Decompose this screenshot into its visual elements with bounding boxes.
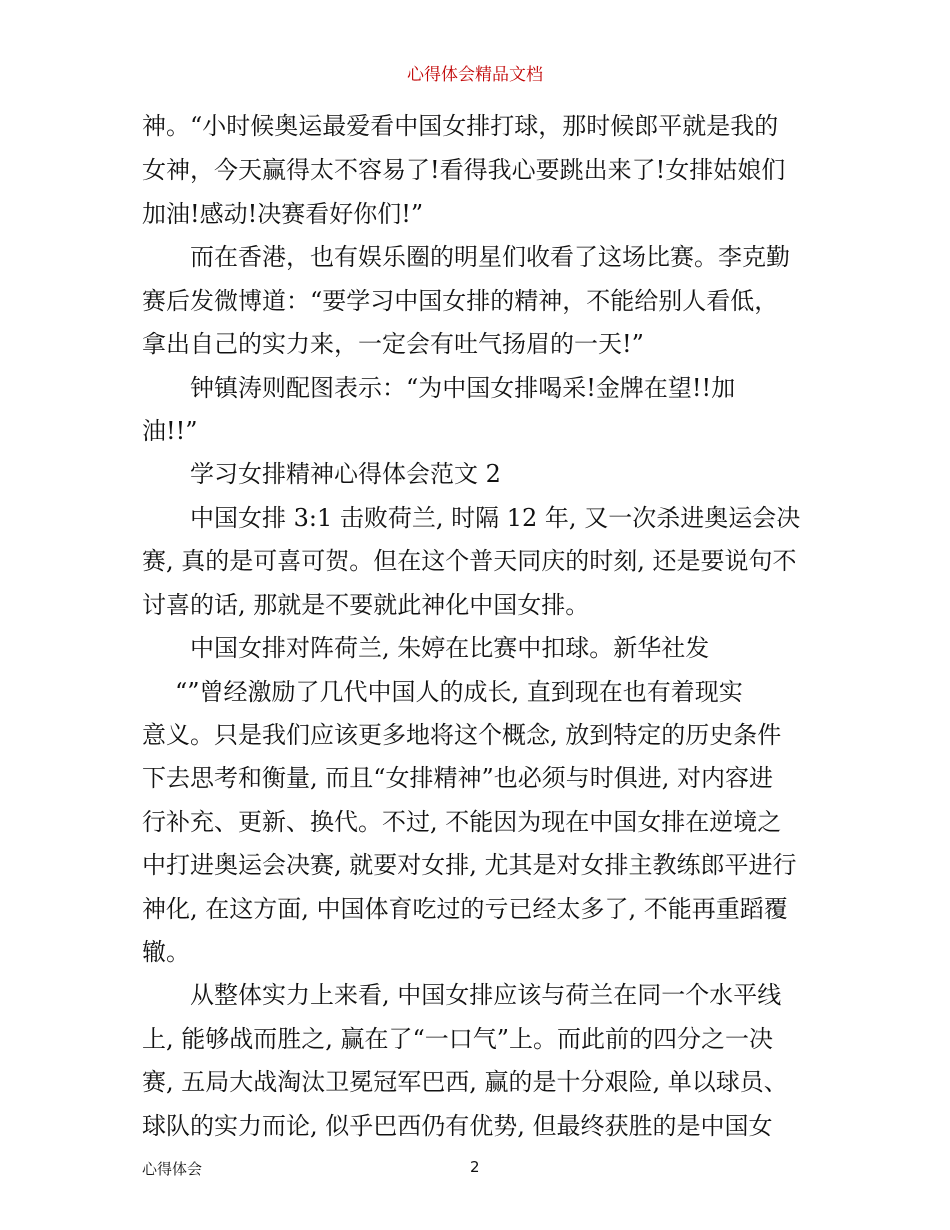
text-line: 中国女排对阵荷兰, 朱婷在比赛中扣球。新华社发 xyxy=(190,634,710,662)
text-line: 加油!感动!决赛看好你们!” xyxy=(142,200,424,228)
text-line: 行补充、更新、换代。不过, 不能因为现在中国女排在逆境之 xyxy=(142,808,782,836)
page-number: 2 xyxy=(470,1158,480,1176)
text-line: 拿出自己的实力来，一定会有吐气扬眉的一天!” xyxy=(142,330,644,358)
text-line: “”曾经激励了几代中国人的成长, 直到现在也有着现实 xyxy=(175,678,743,706)
text-line: 神化, 在这方面, 中国体育吃过的亏已经太多了, 不能再重蹈覆 xyxy=(142,895,788,923)
text-line: 赛后发微博道：“要学习中国女排的精神，不能给别人看低， xyxy=(142,287,779,315)
text-line: 辙。 xyxy=(142,938,190,966)
text-line: 球队的实力而论, 似乎巴西仍有优势, 但最终获胜的是中国女 xyxy=(142,1112,773,1140)
text-line: 意义。只是我们应该更多地将这个概念, 放到特定的历史条件 xyxy=(142,721,782,749)
text-line: 下去思考和衡量, 而且“女排精神”也必须与时俱进, 对内容进 xyxy=(142,764,774,792)
text-line: 油!!” xyxy=(142,417,198,445)
section-heading: 学习女排精神心得体会范文 2 xyxy=(190,460,501,488)
text-line: 中国女排 3:1 击败荷兰, 时隔 12 年, 又一次杀进奥运会决 xyxy=(190,504,801,532)
text-line: 女神，今天赢得太不容易了!看得我心要跳出来了!女排姑娘们 xyxy=(142,156,786,184)
text-line: 赛, 真的是可喜可贺。但在这个普天同庆的时刻, 还是要说句不 xyxy=(142,547,797,575)
footer-label: 心得体会 xyxy=(142,1160,203,1178)
text-line: 赛, 五局大战淘汰卫冕冠军巴西, 赢的是十分艰险, 单以球员、 xyxy=(142,1068,788,1096)
text-line: 而在香港，也有娱乐圈的明星们收看了这场比赛。李克勤 xyxy=(190,243,790,271)
text-line: 神。“小时候奥运最爱看中国女排打球，那时候郎平就是我的 xyxy=(142,112,779,140)
document-header-title: 心得体会精品文档 xyxy=(407,65,543,85)
text-line: 钟镇涛则配图表示：“为中国女排喝采!金牌在望!!加 xyxy=(190,374,736,402)
text-line: 中打进奥运会决赛, 就要对女排, 尤其是对女排主教练郎平进行 xyxy=(142,851,797,879)
text-line: 从整体实力上来看, 中国女排应该与荷兰在同一个水平线 xyxy=(190,981,782,1009)
text-line: 上, 能够战而胜之, 赢在了“一口气”上。而此前的四分之一决 xyxy=(142,1025,774,1053)
text-line: 讨喜的话, 那就是不要就此神化中国女排。 xyxy=(142,591,590,619)
